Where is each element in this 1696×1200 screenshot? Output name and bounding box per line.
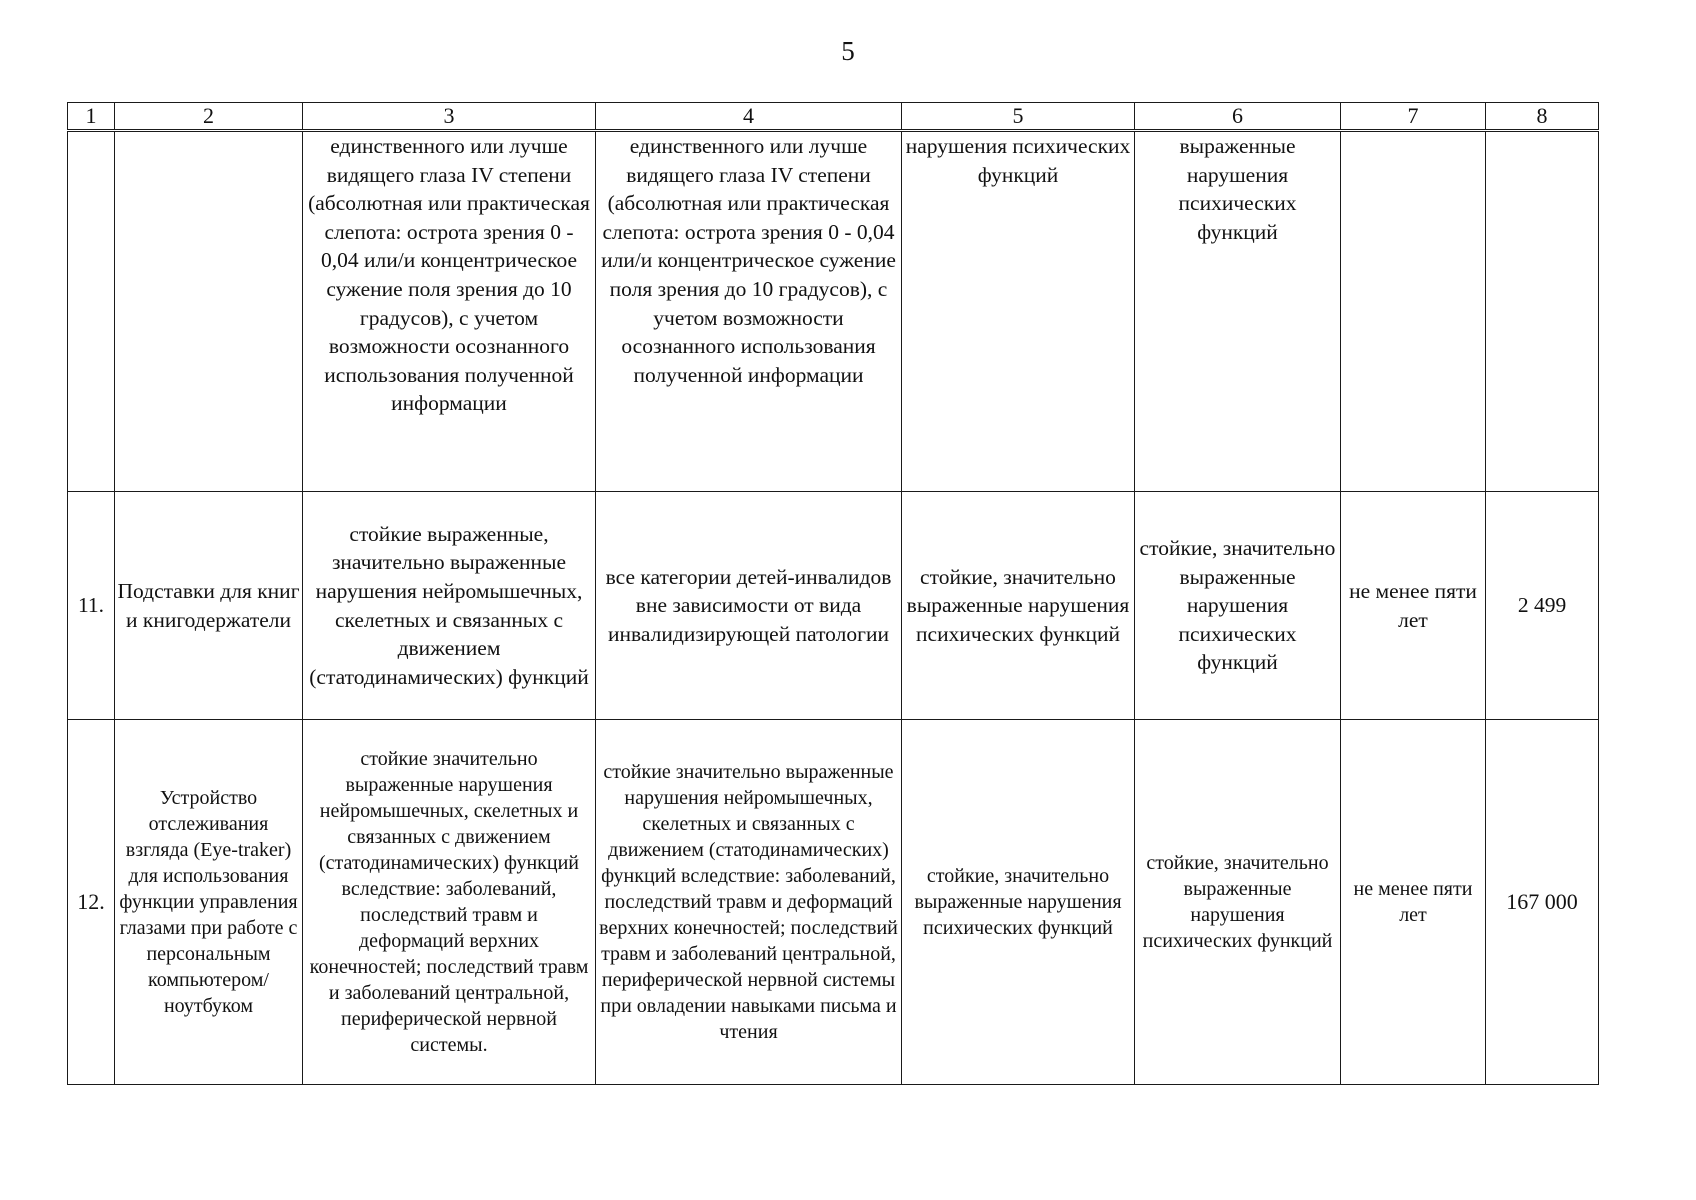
indications-children-cell: стойкие значительно выраженные нарушения нейромышечных, скелетных и связанных с движением (статодинамических) функций вследствие: заболеваний, последствий травм и деформаций верхних конечностей; последствий травм и заболеваний центральной, периферической нервной системы при овладении навыками письма и чтения bbox=[596, 720, 902, 1085]
table-row bbox=[68, 131, 1599, 492]
item-name-cell: Подставки для книг и книгодержатели bbox=[115, 492, 303, 720]
column-header: 3 bbox=[303, 103, 596, 131]
column-header: 7 bbox=[1341, 103, 1486, 131]
price-cell: 2 499 bbox=[1486, 492, 1599, 720]
price-cell bbox=[1486, 131, 1599, 492]
row-number-cell bbox=[68, 131, 115, 492]
page-number: 5 bbox=[841, 36, 855, 66]
service-life-cell: не менее пяти лет bbox=[1341, 720, 1486, 1085]
indications-cell: стойкие выраженные, значительно выраженные нарушения нейромышечных, скелетных и связанных с движением (статодинамических) функций bbox=[303, 492, 596, 720]
contraindications-children-cell: стойкие, значительно выраженные нарушения психических функций bbox=[1135, 720, 1341, 1085]
service-life-cell bbox=[1341, 131, 1486, 492]
contraindications-cell: стойкие, значительно выраженные нарушения психических функций bbox=[902, 492, 1135, 720]
indications-cell: стойкие значительно выраженные нарушения нейромышечных, скелетных и связанных с движением (статодинамических) функций вследствие: заболеваний, последствий травм и деформаций верхних конечностей; последствий травм и заболеваний центральной, периферической нервной системы. bbox=[303, 720, 596, 1085]
indications-children-cell: все категории детей-инвалидов вне зависимости от вида инвалидизирующей патологии bbox=[596, 492, 902, 720]
service-life-cell: не менее пяти лет bbox=[1341, 492, 1486, 720]
column-header: 6 bbox=[1135, 103, 1341, 131]
column-header: 1 bbox=[68, 103, 115, 131]
column-header: 2 bbox=[115, 103, 303, 131]
row-number-cell: 11. bbox=[68, 492, 115, 720]
indications-children-cell: единственного или лучше видящего глаза IV степени (абсолютная или практическая слепота: острота зрения 0 - 0,04 или/и концентрическое сужение поля зрения до 10 градусов), с учетом возможности осознанного использования полученной информации bbox=[596, 131, 902, 492]
item-name-cell: Устройство отслеживания взгляда (Eye-traker) для использования функции управления глазами при работе с персональным компьютером/ ноутбуком bbox=[115, 720, 303, 1085]
item-name-cell bbox=[115, 131, 303, 492]
header-row bbox=[68, 103, 1599, 131]
table-row bbox=[68, 492, 1599, 720]
contraindications-cell: нарушения психических функций bbox=[902, 131, 1135, 492]
contraindications-children-cell: выраженные нарушения психических функций bbox=[1135, 131, 1341, 492]
column-header: 5 bbox=[902, 103, 1135, 131]
data-table bbox=[67, 102, 1599, 1085]
contraindications-cell: стойкие, значительно выраженные нарушения психических функций bbox=[902, 720, 1135, 1085]
table-row bbox=[68, 720, 1599, 1085]
row-number-cell: 12. bbox=[68, 720, 115, 1085]
column-header: 4 bbox=[596, 103, 902, 131]
price-cell: 167 000 bbox=[1486, 720, 1599, 1085]
column-header: 8 bbox=[1486, 103, 1599, 131]
indications-cell: единственного или лучше видящего глаза IV степени (абсолютная или практическая слепота: острота зрения 0 - 0,04 или/и концентрическое сужение поля зрения до 10 градусов), с учетом возможности осознанного использования полученной информации bbox=[303, 131, 596, 492]
contraindications-children-cell: стойкие, значительно выраженные нарушения психических функций bbox=[1135, 492, 1341, 720]
